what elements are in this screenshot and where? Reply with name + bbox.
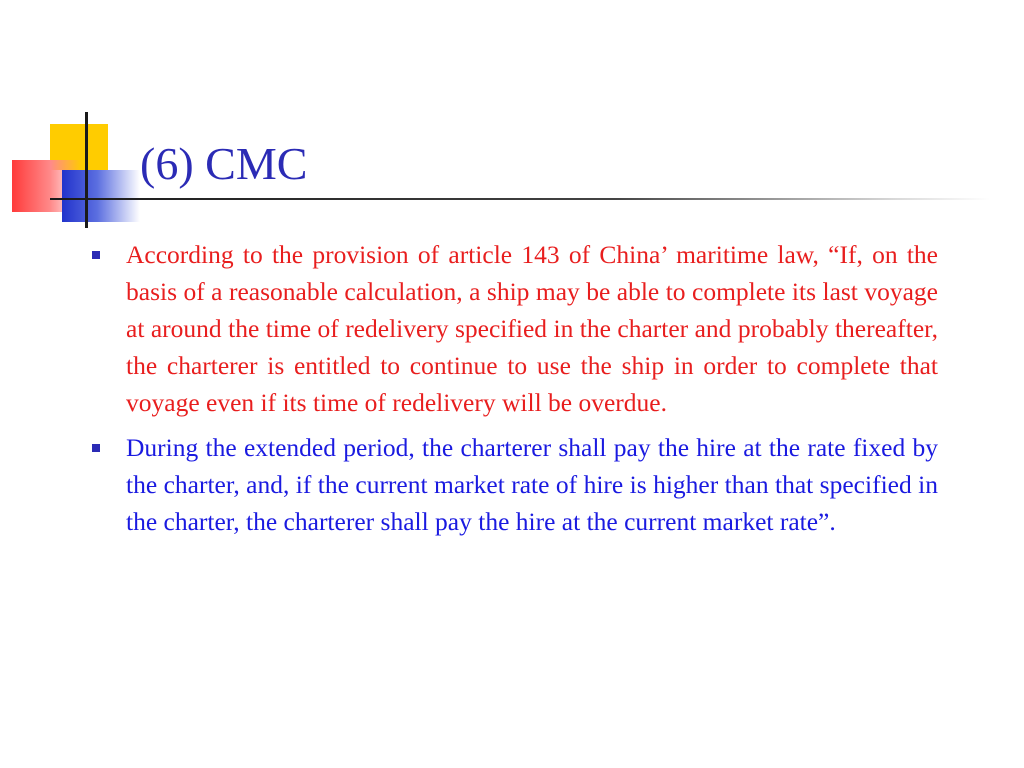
bullet-item-1 [88, 236, 938, 421]
bullet-text-1: According to the provision of article 143 of China’ maritime law, “If, on the basis of a reasonable calculation, a ship may be able to complete its last voyage at around the time of redelivery specified in the charter and probably thereafter, the charterer is entitled to continue to use the ship in order to complete that voyage even if its time of redelivery will be overdue. [126, 240, 938, 417]
square-bullet-icon [92, 251, 100, 259]
title-underline [50, 198, 990, 200]
bullet-item-2 [88, 429, 938, 540]
square-bullet-icon [92, 444, 100, 452]
logo-blue-square [62, 170, 140, 222]
bullet-text-2: During the extended period, the charterer shall pay the hire at the rate fixed by the charter, and, if the current market rate of hire is higher than that specified in the charter, the charterer shall pay the hire at the current market rate”. [126, 433, 938, 536]
slide-title: (6) CMC [140, 138, 308, 189]
bullet-list [88, 236, 938, 548]
decorative-logo [0, 0, 140, 240]
logo-vertical-line [85, 112, 88, 228]
